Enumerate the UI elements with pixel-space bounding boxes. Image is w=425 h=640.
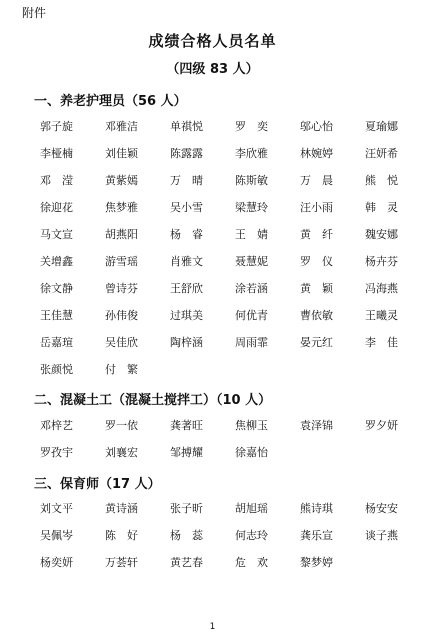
person-name: 涂若涵 — [235, 282, 268, 295]
person-name: 危 欢 — [235, 556, 268, 569]
person-name: 晏元红 — [300, 336, 333, 349]
person-name: 关增鑫 — [40, 255, 73, 268]
person-name: 黎梦婷 — [300, 556, 333, 569]
person-name: 王佳慧 — [40, 309, 73, 322]
person-name: 杨奕妍 — [40, 556, 73, 569]
person-name: 熊诗琪 — [300, 502, 333, 515]
person-name: 陶梓涵 — [170, 336, 203, 349]
person-name: 谈子燕 — [365, 529, 398, 542]
person-name: 孙伟俊 — [105, 309, 138, 322]
person-name: 汪妍希 — [365, 147, 398, 160]
person-name: 汪小雨 — [300, 201, 333, 214]
person-name: 吴小雪 — [170, 201, 203, 214]
person-name: 刘佳颖 — [105, 147, 138, 160]
person-name: 杨卉芬 — [365, 255, 398, 268]
person-name: 邬心怡 — [300, 120, 333, 133]
person-name: 张子昕 — [170, 502, 203, 515]
person-name: 黄 纤 — [300, 228, 333, 241]
person-name: 聂慧妮 — [235, 255, 268, 268]
person-name: 梁慧玲 — [235, 201, 268, 214]
person-name: 过琪美 — [170, 309, 203, 322]
person-name: 邓 滢 — [40, 174, 73, 187]
document-title: 成绩合格人员名单 — [148, 32, 277, 50]
name-grid-childcare — [40, 502, 425, 583]
person-name: 黄紫嫣 — [105, 174, 138, 187]
person-name: 罗孜宇 — [40, 446, 73, 459]
person-name: 徐嘉怡 — [235, 446, 268, 459]
person-name: 邹搏耀 — [170, 446, 203, 459]
name-grid-concrete-worker — [40, 419, 425, 473]
person-name: 罗夕妍 — [365, 419, 398, 432]
person-name: 万 晴 — [170, 174, 203, 187]
person-name: 罗 奕 — [235, 120, 268, 133]
person-name: 袁泽锦 — [300, 419, 333, 432]
person-name: 曾诗芬 — [105, 282, 138, 295]
person-name: 何优青 — [235, 309, 268, 322]
person-name: 岳嘉瑄 — [40, 336, 73, 349]
person-name: 陈 好 — [105, 529, 138, 542]
person-name: 黄艺春 — [170, 556, 203, 569]
person-name: 陈露露 — [170, 147, 203, 160]
person-name: 龚乐宣 — [300, 529, 333, 542]
person-name: 黄 颖 — [300, 282, 333, 295]
person-name: 林婉婷 — [300, 147, 333, 160]
person-name: 杨安安 — [365, 502, 398, 515]
person-name: 陈斯敏 — [235, 174, 268, 187]
person-name: 吴佩岑 — [40, 529, 73, 542]
person-name: 徐文静 — [40, 282, 73, 295]
person-name: 熊 悦 — [365, 174, 398, 187]
person-name: 李欣雅 — [235, 147, 268, 160]
name-grid-elderly-care — [40, 120, 425, 390]
person-name: 周雨霏 — [235, 336, 268, 349]
section-heading-childcare: 三、保育师（17 人） — [34, 477, 161, 492]
person-name: 胡旭瑶 — [235, 502, 268, 515]
person-name: 邓雅洁 — [105, 120, 138, 133]
person-name: 付 繁 — [105, 363, 138, 376]
person-name: 刘襄宏 — [105, 446, 138, 459]
person-name: 徐迎花 — [40, 201, 73, 214]
person-name: 黄诗涵 — [105, 502, 138, 515]
person-name: 龚著旺 — [170, 419, 203, 432]
person-name: 李 佳 — [365, 336, 398, 349]
person-name: 冯海燕 — [365, 282, 398, 295]
person-name: 王 婧 — [235, 228, 268, 241]
person-name: 魏安娜 — [365, 228, 398, 241]
person-name: 罗一依 — [105, 419, 138, 432]
document-subtitle: （四级 83 人） — [166, 62, 259, 77]
person-name: 肖雅文 — [170, 255, 203, 268]
page-number: 1 — [209, 622, 216, 632]
person-name: 王舒欣 — [170, 282, 203, 295]
person-name: 罗 仪 — [300, 255, 333, 268]
person-name: 万 晨 — [300, 174, 333, 187]
section-heading-elderly-care: 一、养老护理员（56 人） — [34, 94, 187, 109]
attachment-label: 附件 — [22, 6, 47, 20]
person-name: 李桠楠 — [40, 147, 73, 160]
person-name: 万荟轩 — [105, 556, 138, 569]
person-name: 曹依敏 — [300, 309, 333, 322]
person-name: 游雪瑶 — [105, 255, 138, 268]
person-name: 焦柳玉 — [235, 419, 268, 432]
person-name: 马文宣 — [40, 228, 73, 241]
person-name: 郭子旋 — [40, 120, 73, 133]
person-name: 邓梓艺 — [40, 419, 73, 432]
person-name: 杨 睿 — [170, 228, 203, 241]
person-name: 焦梦雅 — [105, 201, 138, 214]
person-name: 刘文平 — [40, 502, 73, 515]
person-name: 王曦灵 — [365, 309, 398, 322]
person-name: 单祺悦 — [170, 120, 203, 133]
person-name: 杨 蕊 — [170, 529, 203, 542]
section-heading-concrete-worker: 二、混凝土工（混凝土搅拌工）（10 人） — [34, 393, 272, 408]
person-name: 何志玲 — [235, 529, 268, 542]
person-name: 韩 灵 — [365, 201, 398, 214]
person-name: 吴佳欣 — [105, 336, 138, 349]
person-name: 胡燕阳 — [105, 228, 138, 241]
person-name: 夏瑜娜 — [365, 120, 398, 133]
person-name: 张颜悦 — [40, 363, 73, 376]
